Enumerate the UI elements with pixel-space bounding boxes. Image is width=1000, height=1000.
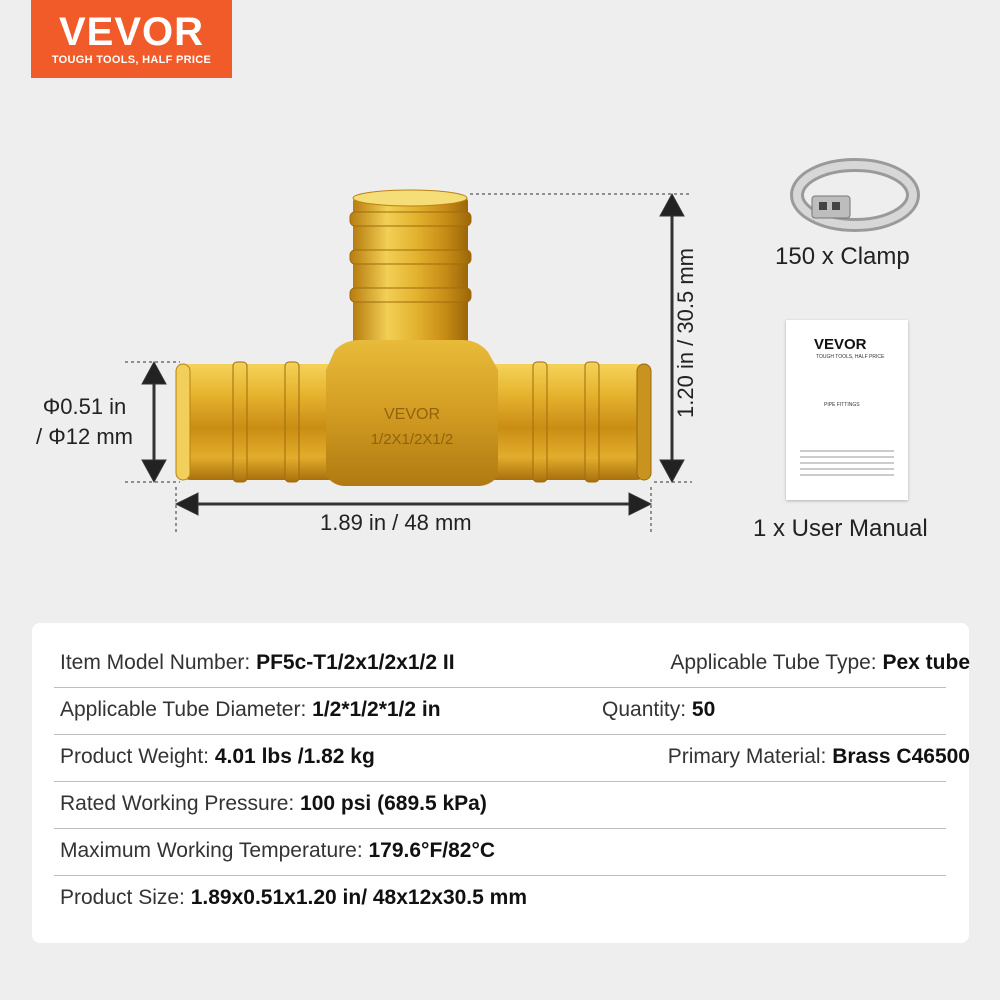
spec-value: 50 (691, 698, 716, 721)
spec-material (668, 745, 970, 769)
diameter-in: Φ0.51 in (42, 394, 127, 419)
tee-brand-marking: VEVOR (383, 406, 441, 423)
clamp-label: 150 x Clamp (775, 243, 910, 270)
spec-key: Primary Material: (667, 745, 833, 768)
user-manual-image (786, 320, 908, 500)
spec-key: Rated Working Pressure: (60, 792, 301, 815)
spec-pressure (60, 792, 487, 816)
spec-value: 179.6°F/82°C (368, 839, 496, 862)
spec-row (54, 876, 946, 923)
spec-value: 1.89x0.51x1.20 in/ 48x12x30.5 mm (190, 886, 528, 909)
diameter-label (22, 392, 147, 452)
spec-table (32, 623, 969, 943)
spec-key: Quantity: (602, 698, 692, 721)
clamp-illustration (797, 165, 913, 225)
tee-top-branch (350, 190, 471, 356)
spec-row (54, 641, 970, 688)
manual-brand: VEVOR (814, 336, 867, 353)
spec-key: Applicable Tube Type: (670, 651, 883, 674)
spec-key: Product Size: (60, 886, 191, 909)
spec-value: 100 psi (689.5 kPa) (300, 792, 487, 815)
spec-key: Maximum Working Temperature: (60, 839, 369, 862)
manual-text-lines (800, 450, 894, 480)
tee-size-marking: 1/2X1/2X1/2 (370, 431, 454, 448)
spec-diameter (60, 698, 441, 722)
logo-brand: VEVOR (58, 10, 205, 54)
tee-body (326, 340, 498, 486)
logo-tagline: TOUGH TOOLS, HALF PRICE (51, 54, 212, 66)
spec-row (54, 735, 970, 782)
width-label: 1.89 in / 48 mm (320, 510, 472, 535)
spec-value: PF5c-T1/2x1/2x1/2 II (256, 651, 455, 674)
spec-row (54, 688, 946, 735)
manual-tagline: TOUGH TOOLS, HALF PRICE (816, 354, 885, 360)
diameter-mm: / Φ12 mm (35, 424, 133, 449)
spec-size (60, 886, 527, 910)
spec-model (60, 651, 455, 675)
spec-value: Brass C46500 (832, 745, 970, 768)
spec-key: Product Weight: (60, 745, 215, 768)
manual-title: PIPE FITTINGS (824, 402, 860, 408)
spec-temperature (60, 839, 495, 863)
height-label: 1.20 in / 30.5 mm (673, 248, 698, 418)
spec-row (54, 829, 946, 876)
manual-label: 1 x User Manual (753, 515, 928, 542)
spec-weight (60, 745, 375, 769)
spec-value: Pex tube (882, 651, 970, 674)
spec-value: 1/2*1/2*1/2 in (312, 698, 441, 721)
spec-value: 4.01 lbs /1.82 kg (214, 745, 375, 768)
spec-tube-type (670, 651, 970, 675)
spec-key: Applicable Tube Diameter: (60, 698, 313, 721)
spec-key: Item Model Number: (60, 651, 257, 674)
spec-quantity (602, 698, 715, 722)
spec-row (54, 782, 946, 829)
